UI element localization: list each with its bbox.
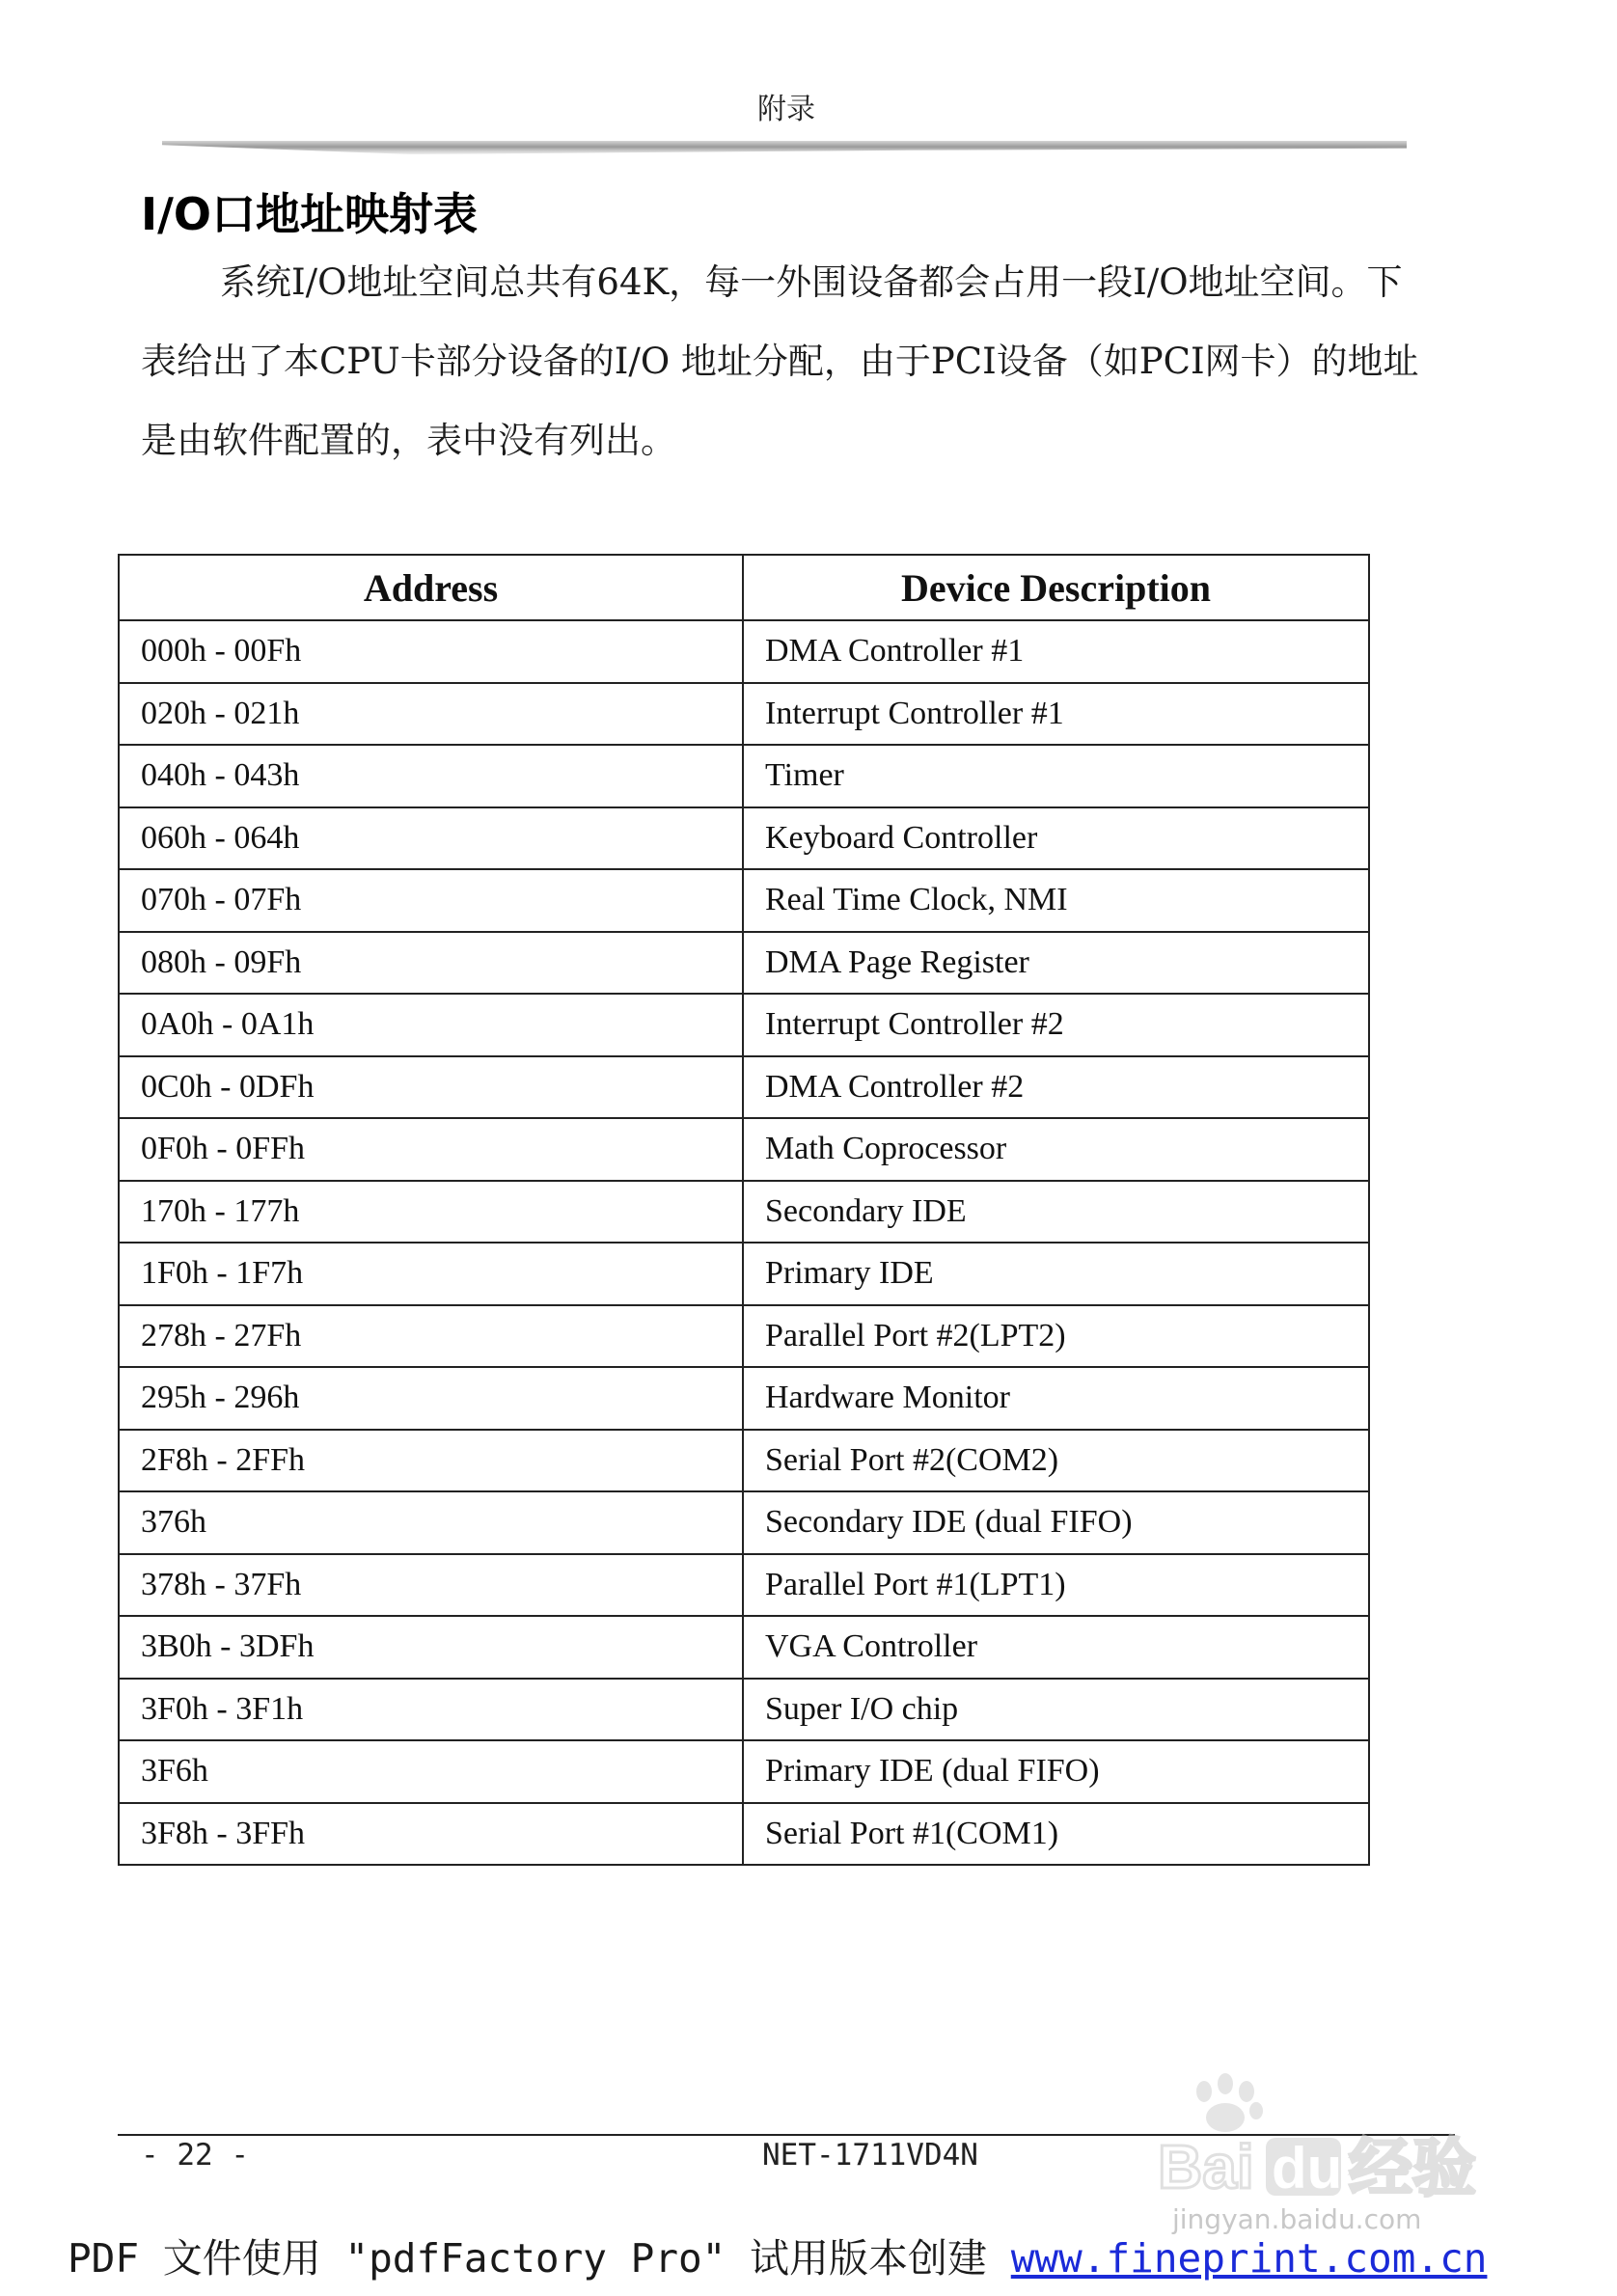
address-cell: 060h - 064h	[119, 807, 743, 870]
document-code: NET-1711VD4N	[762, 2138, 978, 2173]
table-row	[119, 1679, 1369, 1741]
device-description-cell: Hardware Monitor	[743, 1367, 1369, 1430]
running-header: 附录	[757, 93, 815, 126]
address-cell: 3F8h - 3FFh	[119, 1803, 743, 1866]
svg-text:Bai: Bai	[1158, 2132, 1254, 2201]
address-cell: 040h - 043h	[119, 745, 743, 807]
io-address-table	[118, 554, 1370, 1866]
table-header-row	[119, 555, 1369, 620]
device-description-cell: Serial Port #2(COM2)	[743, 1430, 1369, 1492]
table-row	[119, 1491, 1369, 1554]
table-row	[119, 1430, 1369, 1492]
address-cell: 170h - 177h	[119, 1181, 743, 1244]
device-description-cell: Keyboard Controller	[743, 807, 1369, 870]
device-description-cell: Serial Port #1(COM1)	[743, 1803, 1369, 1866]
device-description-cell: Secondary IDE (dual FIFO)	[743, 1491, 1369, 1554]
table-row	[119, 1367, 1369, 1430]
table-row	[119, 683, 1369, 746]
address-cell: 2F8h - 2FFh	[119, 1430, 743, 1492]
device-description-cell: DMA Page Register	[743, 932, 1369, 995]
column-header-device-description: Device Description	[743, 555, 1369, 620]
device-description-cell: DMA Controller #2	[743, 1056, 1369, 1119]
address-cell: 0C0h - 0DFh	[119, 1056, 743, 1119]
address-cell: 080h - 09Fh	[119, 932, 743, 995]
device-description-cell: Parallel Port #1(LPT1)	[743, 1554, 1369, 1617]
device-description-cell: DMA Controller #1	[743, 620, 1369, 683]
baidu-jingyan-watermark	[1148, 2064, 1534, 2209]
watermark-site: jingyan.baidu.com	[1172, 2203, 1422, 2235]
device-description-cell: Super I/O chip	[743, 1679, 1369, 1741]
address-cell: 020h - 021h	[119, 683, 743, 746]
table-body	[119, 620, 1369, 1865]
address-cell: 070h - 07Fh	[119, 869, 743, 932]
address-cell: 378h - 37Fh	[119, 1554, 743, 1617]
table-row	[119, 745, 1369, 807]
device-description-cell: Real Time Clock, NMI	[743, 869, 1369, 932]
table-row	[119, 620, 1369, 683]
table-row	[119, 1118, 1369, 1181]
table-row	[119, 869, 1369, 932]
address-cell: 1F0h - 1F7h	[119, 1243, 743, 1305]
svg-text:经验: 经验	[1349, 2131, 1476, 2205]
table-row	[119, 1305, 1369, 1368]
address-cell: 3B0h - 3DFh	[119, 1616, 743, 1679]
intro-paragraph: 系统I/O地址空间总共有64K，每一外围设备都会占用一段I/O地址空间。下表给出了本CPU卡部分设备的I/O 地址分配，由于PCI设备（如PCI网卡）的地址是由软件配置的，表中没有列出。	[141, 261, 1419, 461]
address-cell: 0F0h - 0FFh	[119, 1118, 743, 1181]
device-description-cell: Primary IDE	[743, 1243, 1369, 1305]
device-description-cell: Timer	[743, 745, 1369, 807]
device-description-cell: Primary IDE (dual FIFO)	[743, 1740, 1369, 1803]
table-row	[119, 1554, 1369, 1617]
svg-text:du: du	[1272, 2136, 1343, 2200]
column-header-address: Address	[119, 555, 743, 620]
device-description-cell: Interrupt Controller #2	[743, 994, 1369, 1056]
address-cell: 0A0h - 0A1h	[119, 994, 743, 1056]
address-cell: 3F0h - 3F1h	[119, 1679, 743, 1741]
pdf-factory-note	[68, 2227, 1487, 2283]
pdf-note-text: PDF 文件使用 "pdfFactory Pro" 试用版本创建	[68, 2235, 988, 2282]
device-description-cell: Math Coprocessor	[743, 1118, 1369, 1181]
device-description-cell: VGA Controller	[743, 1616, 1369, 1679]
table-row	[119, 807, 1369, 870]
address-cell: 376h	[119, 1491, 743, 1554]
table-row	[119, 1181, 1369, 1244]
paw-icon	[1196, 2073, 1263, 2132]
table-row	[119, 1056, 1369, 1119]
address-cell: 295h - 296h	[119, 1367, 743, 1430]
table-row	[119, 932, 1369, 995]
fineprint-link[interactable]: www.fineprint.com.cn	[1010, 2235, 1488, 2282]
page-number: - 22 -	[141, 2138, 249, 2173]
device-description-cell: Parallel Port #2(LPT2)	[743, 1305, 1369, 1368]
address-cell: 000h - 00Fh	[119, 620, 743, 683]
table-row	[119, 1803, 1369, 1866]
table-row	[119, 1243, 1369, 1305]
table-row	[119, 1616, 1369, 1679]
section-title: I/O口地址映射表	[141, 188, 479, 240]
device-description-cell: Interrupt Controller #1	[743, 683, 1369, 746]
table-row	[119, 1740, 1369, 1803]
table-row	[119, 994, 1369, 1056]
address-cell: 278h - 27Fh	[119, 1305, 743, 1368]
device-description-cell: Secondary IDE	[743, 1181, 1369, 1244]
address-cell: 3F6h	[119, 1740, 743, 1803]
header-rule	[162, 141, 1407, 154]
